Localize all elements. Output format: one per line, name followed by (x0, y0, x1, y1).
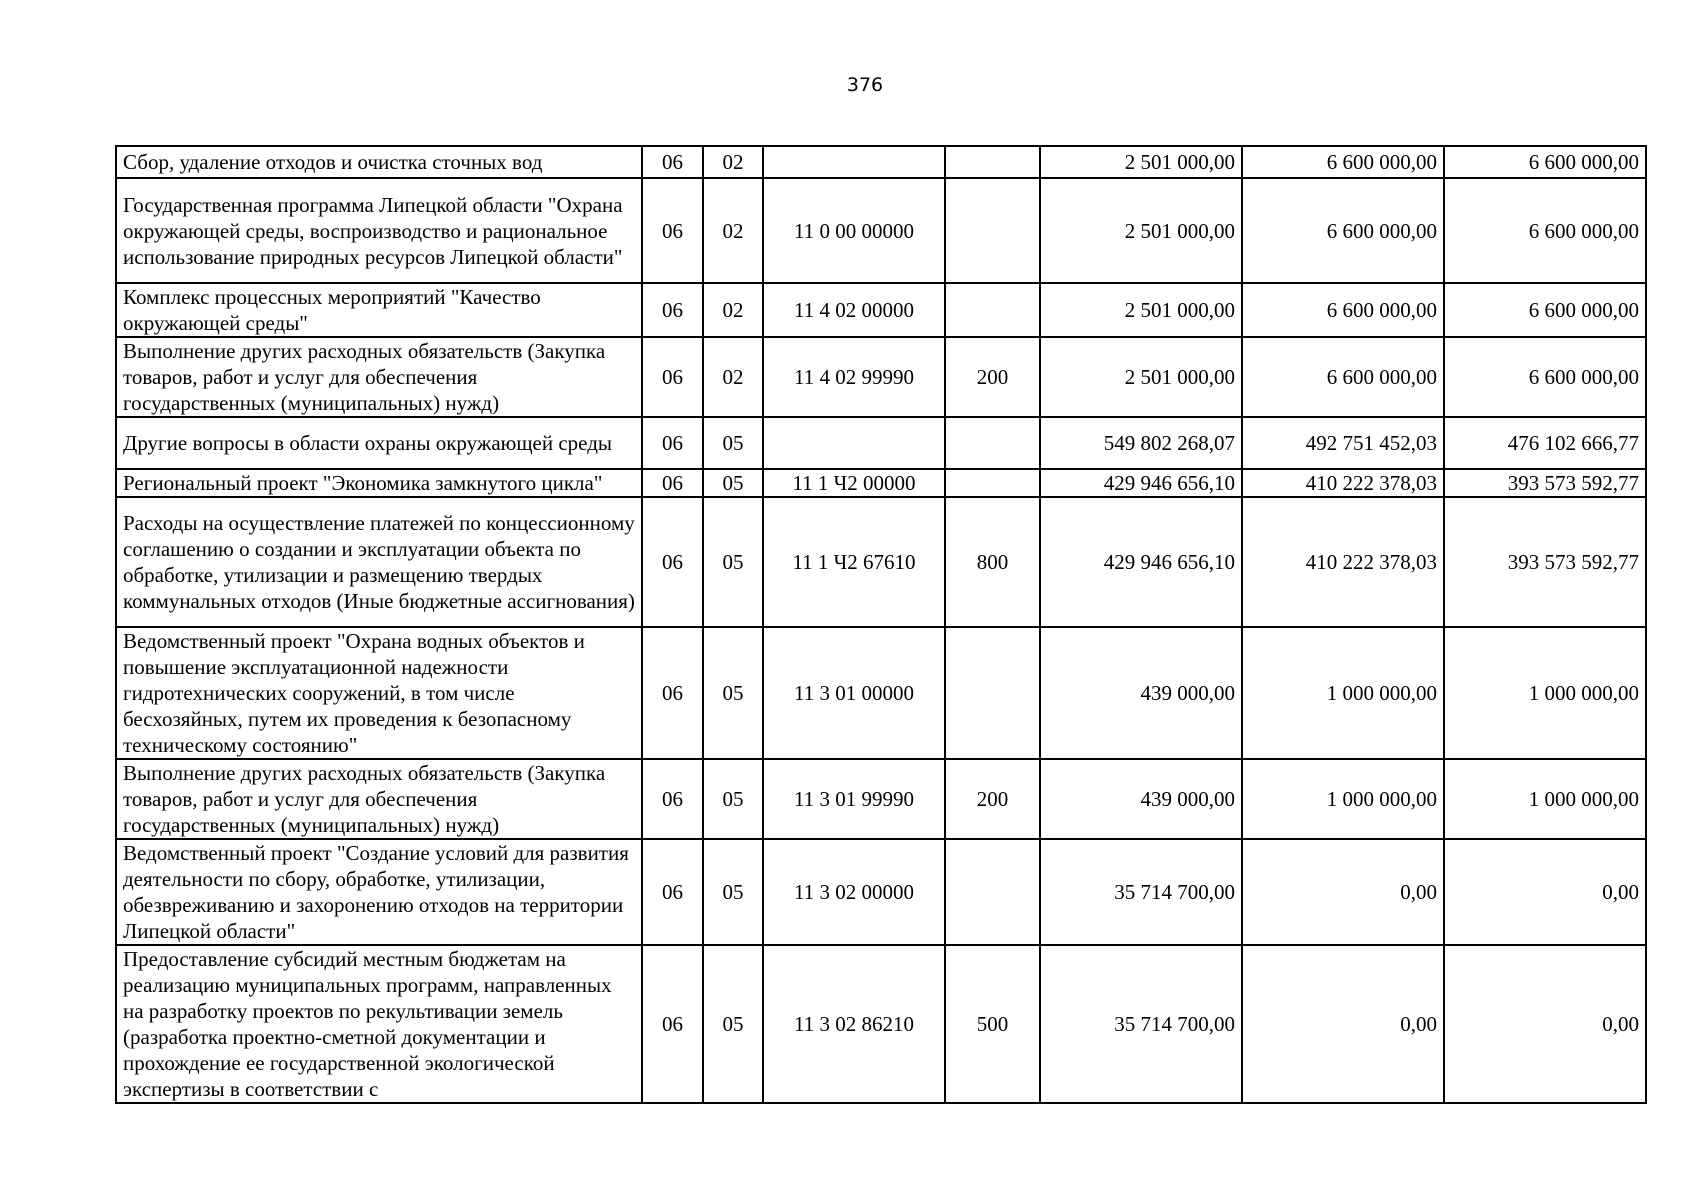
amount-year1-cell: 2 501 000,00 (1040, 337, 1242, 417)
amount-year2-cell: 492 751 452,03 (1242, 417, 1444, 469)
target-article-cell: 11 3 02 00000 (763, 839, 945, 945)
target-article-cell (763, 146, 945, 178)
amount-year2-cell: 0,00 (1242, 839, 1444, 945)
table-row (116, 627, 1646, 759)
amount-year1-cell: 35 714 700,00 (1040, 945, 1242, 1103)
table-row (116, 497, 1646, 627)
expense-type-cell (945, 417, 1040, 469)
amount-year1-cell: 2 501 000,00 (1040, 283, 1242, 337)
target-article-cell: 11 3 02 86210 (763, 945, 945, 1103)
section-code-cell: 06 (642, 337, 703, 417)
table-row (116, 759, 1646, 839)
expense-type-cell (945, 283, 1040, 337)
table-row (116, 839, 1646, 945)
target-article-cell: 11 3 01 00000 (763, 627, 945, 759)
table-row (116, 337, 1646, 417)
target-article-cell: 11 4 02 99990 (763, 337, 945, 417)
section-code-cell: 06 (642, 497, 703, 627)
subsection-code-cell: 02 (703, 283, 763, 337)
section-code-cell: 06 (642, 839, 703, 945)
subsection-code-cell: 02 (703, 146, 763, 178)
subsection-code-cell: 05 (703, 945, 763, 1103)
table-row (116, 945, 1646, 1103)
section-code-cell: 06 (642, 469, 703, 497)
amount-year1-cell: 429 946 656,10 (1040, 469, 1242, 497)
amount-year1-cell: 439 000,00 (1040, 627, 1242, 759)
row-name-cell: Ведомственный проект "Охрана водных объектов и повышение эксплуатационной надежности гидротехнических сооружений, в том числе бесхозяйных, путем их проведения к безопасному техническому состоянию" (116, 627, 642, 759)
expense-type-cell (945, 627, 1040, 759)
amount-year1-cell: 429 946 656,10 (1040, 497, 1242, 627)
amount-year3-cell: 6 600 000,00 (1444, 178, 1646, 283)
row-name-cell: Расходы на осуществление платежей по концессионному соглашению о создании и эксплуатации объекта по обработке, утилизации и размещению твердых коммунальных отходов (Иные бюджетные ассигнования) (116, 497, 642, 627)
amount-year2-cell: 6 600 000,00 (1242, 178, 1444, 283)
table-row (116, 469, 1646, 497)
row-name-cell: Сбор, удаление отходов и очистка сточных вод (116, 146, 642, 178)
amount-year3-cell: 1 000 000,00 (1444, 627, 1646, 759)
amount-year2-cell: 6 600 000,00 (1242, 146, 1444, 178)
page-number: 376 (846, 74, 884, 96)
amount-year3-cell: 6 600 000,00 (1444, 337, 1646, 417)
amount-year2-cell: 6 600 000,00 (1242, 283, 1444, 337)
target-article-cell: 11 0 00 00000 (763, 178, 945, 283)
expense-type-cell (945, 839, 1040, 945)
amount-year2-cell: 410 222 378,03 (1242, 469, 1444, 497)
subsection-code-cell: 05 (703, 839, 763, 945)
expense-type-cell: 500 (945, 945, 1040, 1103)
section-code-cell: 06 (642, 178, 703, 283)
amount-year2-cell: 1 000 000,00 (1242, 627, 1444, 759)
section-code-cell: 06 (642, 146, 703, 178)
amount-year3-cell: 1 000 000,00 (1444, 759, 1646, 839)
row-name-cell: Комплекс процессных мероприятий "Качество окружающей среды" (116, 283, 642, 337)
row-name-cell: Предоставление субсидий местным бюджетам на реализацию муниципальных программ, направленных на разработку проектов по рекультивации земель (разработка проектно-сметной документации и прохождение ее государственной экологической экспертизы в соответствии с (116, 945, 642, 1103)
table-row (116, 178, 1646, 283)
table-body (116, 146, 1646, 1103)
amount-year3-cell: 476 102 666,77 (1444, 417, 1646, 469)
expense-type-cell: 200 (945, 337, 1040, 417)
target-article-cell: 11 1 Ч2 00000 (763, 469, 945, 497)
subsection-code-cell: 05 (703, 497, 763, 627)
table-row (116, 146, 1646, 178)
amount-year3-cell: 0,00 (1444, 839, 1646, 945)
target-article-cell: 11 3 01 99990 (763, 759, 945, 839)
expense-type-cell: 800 (945, 497, 1040, 627)
subsection-code-cell: 05 (703, 469, 763, 497)
amount-year1-cell: 35 714 700,00 (1040, 839, 1242, 945)
amount-year3-cell: 0,00 (1444, 945, 1646, 1103)
section-code-cell: 06 (642, 283, 703, 337)
expense-type-cell (945, 469, 1040, 497)
amount-year3-cell: 6 600 000,00 (1444, 146, 1646, 178)
row-name-cell: Выполнение других расходных обязательств (Закупка товаров, работ и услуг для обеспечения государственных (муниципальных) нужд) (116, 337, 642, 417)
amount-year3-cell: 6 600 000,00 (1444, 283, 1646, 337)
row-name-cell: Государственная программа Липецкой области "Охрана окружающей среды, воспроизводство и рациональное использование природных ресурсов Липецкой области" (116, 178, 642, 283)
budget-table (115, 145, 1647, 1104)
expense-type-cell: 200 (945, 759, 1040, 839)
table-row (116, 417, 1646, 469)
subsection-code-cell: 05 (703, 759, 763, 839)
expense-type-cell (945, 178, 1040, 283)
section-code-cell: 06 (642, 945, 703, 1103)
section-code-cell: 06 (642, 417, 703, 469)
row-name-cell: Выполнение других расходных обязательств (Закупка товаров, работ и услуг для обеспечения государственных (муниципальных) нужд) (116, 759, 642, 839)
row-name-cell: Другие вопросы в области охраны окружающей среды (116, 417, 642, 469)
amount-year1-cell: 439 000,00 (1040, 759, 1242, 839)
target-article-cell: 11 4 02 00000 (763, 283, 945, 337)
section-code-cell: 06 (642, 759, 703, 839)
amount-year2-cell: 6 600 000,00 (1242, 337, 1444, 417)
amount-year2-cell: 0,00 (1242, 945, 1444, 1103)
target-article-cell: 11 1 Ч2 67610 (763, 497, 945, 627)
amount-year2-cell: 410 222 378,03 (1242, 497, 1444, 627)
table-row (116, 283, 1646, 337)
amount-year1-cell: 2 501 000,00 (1040, 146, 1242, 178)
amount-year3-cell: 393 573 592,77 (1444, 469, 1646, 497)
amount-year2-cell: 1 000 000,00 (1242, 759, 1444, 839)
row-name-cell: Ведомственный проект "Создание условий для развития деятельности по сбору, обработке, утилизации, обезвреживанию и захоронению отходов на территории Липецкой области" (116, 839, 642, 945)
section-code-cell: 06 (642, 627, 703, 759)
subsection-code-cell: 02 (703, 178, 763, 283)
row-name-cell: Региональный проект "Экономика замкнутого цикла" (116, 469, 642, 497)
target-article-cell (763, 417, 945, 469)
expense-type-cell (945, 146, 1040, 178)
amount-year3-cell: 393 573 592,77 (1444, 497, 1646, 627)
amount-year1-cell: 549 802 268,07 (1040, 417, 1242, 469)
subsection-code-cell: 02 (703, 337, 763, 417)
amount-year1-cell: 2 501 000,00 (1040, 178, 1242, 283)
subsection-code-cell: 05 (703, 417, 763, 469)
subsection-code-cell: 05 (703, 627, 763, 759)
